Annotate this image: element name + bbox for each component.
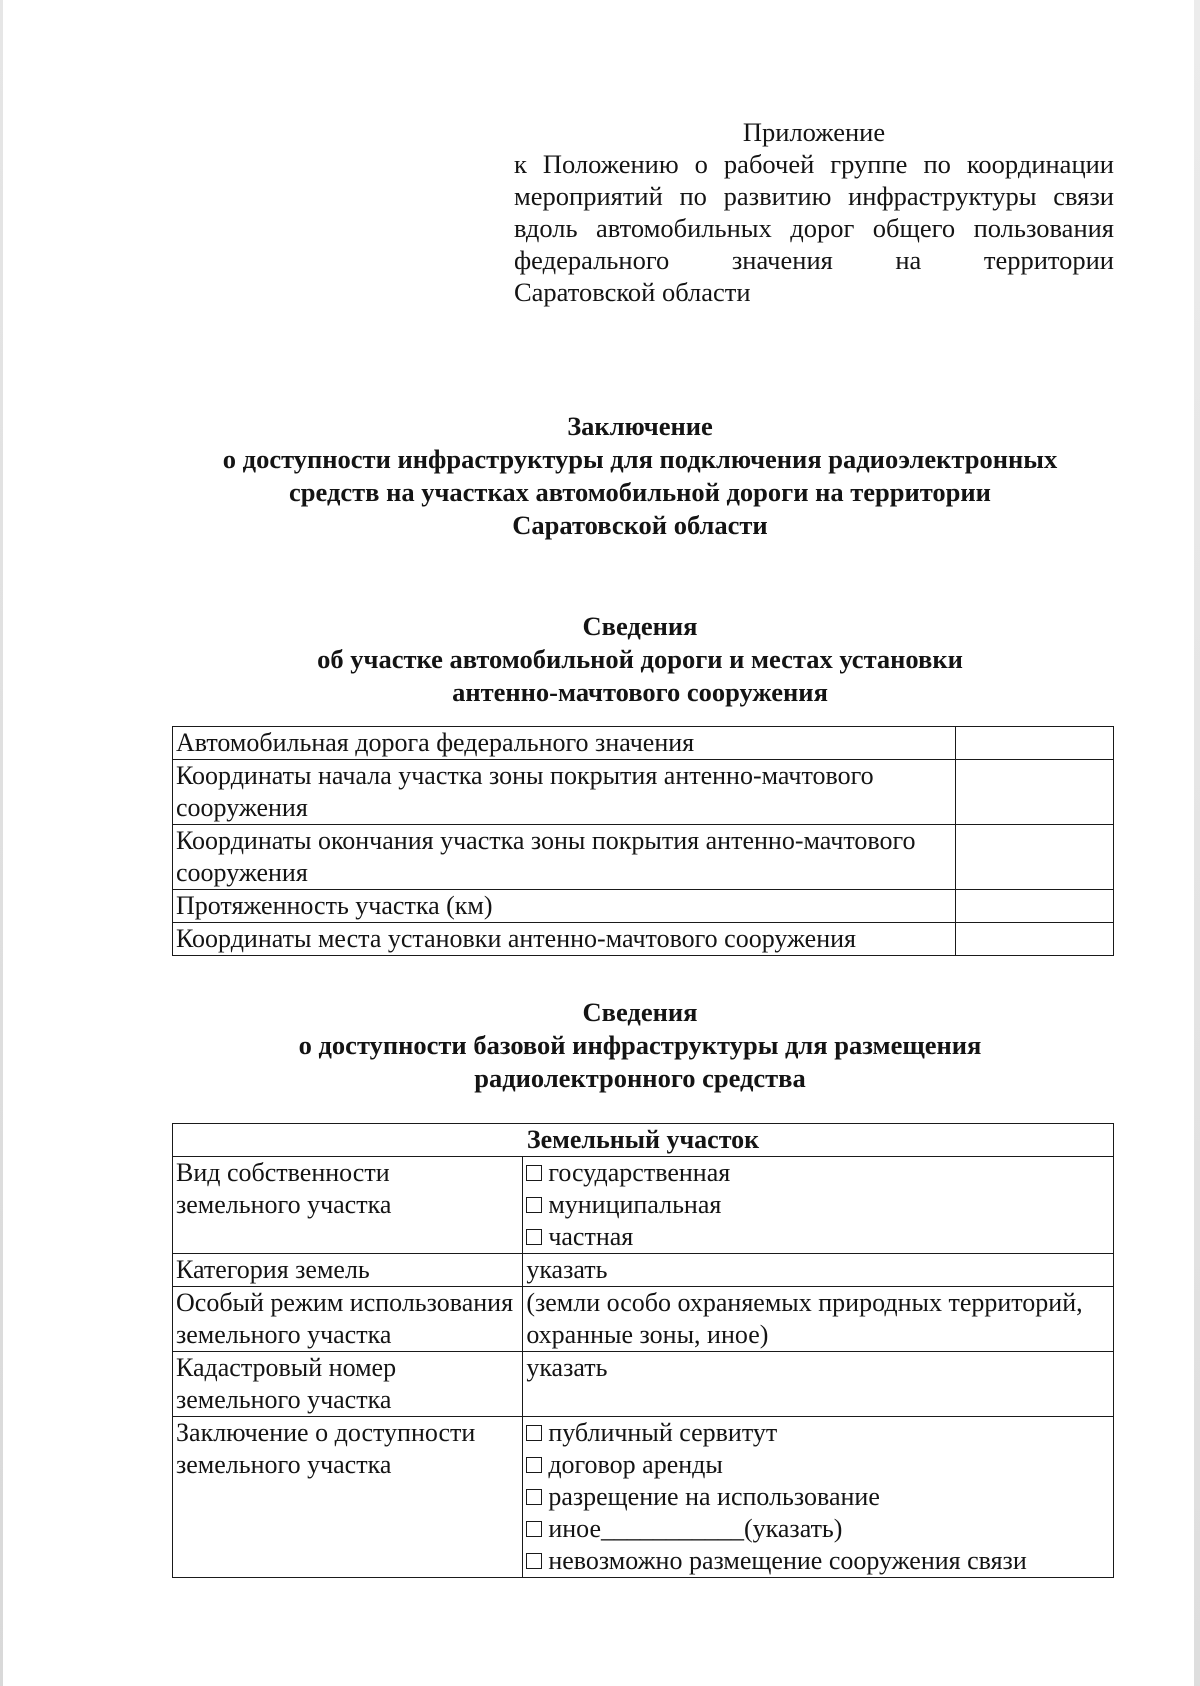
checkbox[interactable] xyxy=(526,1489,542,1505)
table-row xyxy=(173,825,1114,890)
availability-option xyxy=(526,1449,1110,1481)
checkbox[interactable] xyxy=(526,1457,542,1473)
table-row xyxy=(173,1417,1114,1578)
section2-subtitle-line: о доступности базовой инфраструктуры для размещения xyxy=(298,1030,982,1060)
ownership-option xyxy=(526,1157,1110,1189)
land-table-header: Земельный участок xyxy=(173,1124,1114,1157)
option-label: договор аренды xyxy=(548,1450,723,1479)
availability-option xyxy=(526,1481,1110,1513)
checkbox[interactable] xyxy=(526,1425,542,1441)
section2-heading xyxy=(160,996,1120,1095)
option-label: невозможно размещение сооружения связи xyxy=(548,1546,1027,1575)
checkbox[interactable] xyxy=(526,1521,542,1537)
checkbox[interactable] xyxy=(526,1197,542,1213)
option-label: иное___________(указать) xyxy=(548,1514,843,1543)
special-mode-label: Особый режим использования земельного участка xyxy=(173,1287,523,1352)
table-row xyxy=(173,923,1114,956)
table-row xyxy=(173,1287,1114,1352)
appendix-line: Саратовской области xyxy=(514,277,751,307)
road-row-value-cell xyxy=(955,923,1113,956)
ownership-label: Вид собственности земельного участка xyxy=(173,1157,523,1254)
appendix-line: к Положению о рабочей группе по координации xyxy=(514,149,1114,179)
conclusion-title: Заключение xyxy=(567,411,713,441)
appendix-line: федерального значения на территории xyxy=(514,245,1114,275)
section1-subtitle-line: антенно-мачтового сооружения xyxy=(452,677,828,707)
conclusion-subtitle-line: о доступности инфраструктуры для подключения радиоэлектронных xyxy=(222,444,1058,474)
appendix-line: мероприятий по развитию инфраструктуры связи xyxy=(514,181,1114,211)
section2-title: Сведения xyxy=(582,997,698,1027)
availability-options xyxy=(523,1417,1114,1578)
conclusion-subtitle-line: средств на участках автомобильной дороги на территории xyxy=(289,477,991,507)
checkbox[interactable] xyxy=(526,1553,542,1569)
ownership-option xyxy=(526,1221,1110,1253)
section1-heading xyxy=(160,610,1120,709)
section2-subtitle-line: радиолектронного средства xyxy=(474,1063,806,1093)
road-row-value-cell xyxy=(955,727,1113,760)
conclusion-heading xyxy=(160,410,1120,542)
option-label: государственная xyxy=(548,1158,731,1187)
special-mode-value: (земли особо охраняемых природных территорий, охранные зоны, иное) xyxy=(523,1287,1114,1352)
road-row-label: Протяженность участка (км) xyxy=(173,890,956,923)
table-header-row xyxy=(173,1124,1114,1157)
ownership-options xyxy=(523,1157,1114,1254)
table-row xyxy=(173,890,1114,923)
table-row xyxy=(173,760,1114,825)
road-row-label: Координаты места установки антенно-мачтового сооружения xyxy=(173,923,956,956)
cadastral-value: указать xyxy=(523,1352,1114,1417)
scan-edge-right xyxy=(1194,0,1200,1686)
section1-subtitle-line: об участке автомобильной дороги и местах установки xyxy=(317,644,963,674)
road-row-value-cell xyxy=(955,890,1113,923)
option-label: муниципальная xyxy=(548,1190,722,1219)
availability-option xyxy=(526,1513,1110,1545)
availability-label: Заключение о доступности земельного участка xyxy=(173,1417,523,1578)
conclusion-subtitle-line: Саратовской области xyxy=(512,510,768,540)
appendix-line: вдоль автомобильных дорог общего пользования xyxy=(514,213,1114,243)
option-label: частная xyxy=(548,1222,634,1251)
road-row-value-cell xyxy=(955,760,1113,825)
cadastral-label: Кадастровый номер земельного участка xyxy=(173,1352,523,1417)
availability-option xyxy=(526,1417,1110,1449)
availability-option xyxy=(526,1545,1110,1577)
option-label: разрещение на использование xyxy=(548,1482,880,1511)
scan-edge-left xyxy=(0,0,3,1686)
category-label: Категория земель xyxy=(173,1254,523,1287)
table-row xyxy=(173,1254,1114,1287)
section1-title: Сведения xyxy=(582,611,698,641)
checkbox[interactable] xyxy=(526,1165,542,1181)
checkbox[interactable] xyxy=(526,1229,542,1245)
appendix-title: Приложение xyxy=(742,117,886,147)
road-info-table xyxy=(172,726,1114,956)
appendix-block xyxy=(514,116,1114,308)
ownership-option xyxy=(526,1189,1110,1221)
table-row xyxy=(173,1157,1114,1254)
category-value: указать xyxy=(523,1254,1114,1287)
option-label: публичный сервитут xyxy=(548,1418,778,1447)
road-row-label: Координаты окончания участка зоны покрытия антенно-мачтового сооружения xyxy=(173,825,956,890)
road-row-value-cell xyxy=(955,825,1113,890)
road-row-label: Координаты начала участка зоны покрытия антенно-мачтового сооружения xyxy=(173,760,956,825)
road-row-label: Автомобильная дорога федерального значения xyxy=(173,727,956,760)
table-row xyxy=(173,1352,1114,1417)
table-row xyxy=(173,727,1114,760)
land-plot-table xyxy=(172,1123,1114,1578)
